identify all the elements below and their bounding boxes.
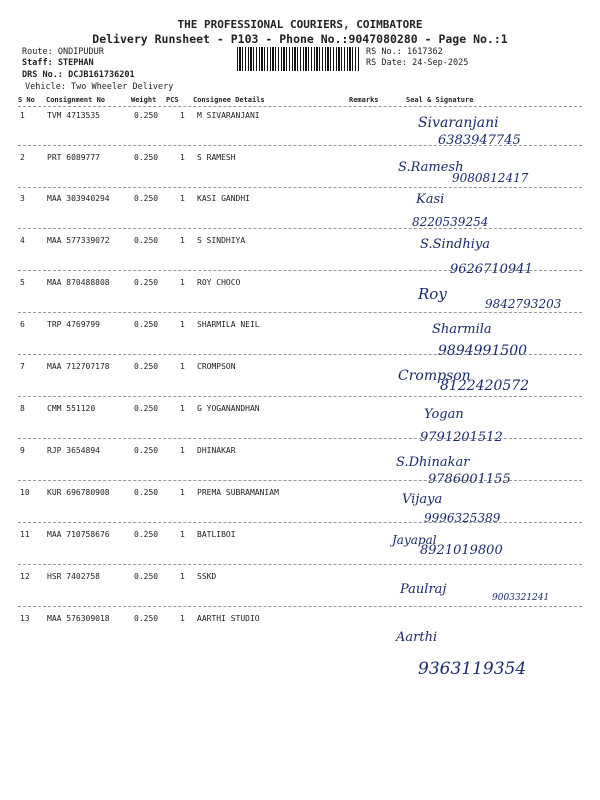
sno-cell: 10 — [20, 488, 30, 497]
consignee-cell: AARTHI STUDIO — [197, 614, 260, 623]
col-pcs: PCS — [166, 96, 179, 104]
consignee-cell: S SINDHIYA — [197, 236, 246, 245]
signature-phone: 9894991500 — [438, 343, 528, 359]
signature-name: S.Dhinakar — [396, 455, 470, 470]
weight-cell: 0.250 — [134, 488, 159, 497]
sno-cell: 4 — [20, 236, 25, 245]
col-sno: S No — [18, 96, 35, 104]
signature-phone: 9842793203 — [485, 297, 562, 311]
staff-value: STEPHAN — [57, 58, 94, 68]
col-remarks: Remarks — [349, 96, 379, 104]
signature-name: Sivaranjani — [418, 115, 499, 131]
weight-cell: 0.250 — [134, 111, 159, 120]
sno-cell: 5 — [20, 278, 25, 287]
rs-no-line — [366, 47, 443, 58]
consignment-cell: CMM 551120 — [47, 404, 96, 413]
table-row — [0, 404, 600, 418]
consignee-cell: S RAMESH — [197, 153, 236, 162]
col-seal-signature: Seal & Signature — [406, 96, 474, 104]
signature-name: Jayapal — [392, 533, 437, 547]
rs-date-line — [366, 58, 468, 69]
route-value: ONDIPUDUR — [57, 47, 104, 57]
sno-cell: 7 — [20, 362, 25, 371]
consignee-cell: KASI GANDHI — [197, 194, 250, 203]
rs-date-label: RS Date: — [366, 58, 407, 68]
signature-name: S.Sindhiya — [420, 237, 490, 252]
signature-phone: 9363119354 — [418, 659, 527, 679]
signature-phone: 9003321241 — [492, 593, 550, 603]
signature-name: Crompson — [398, 368, 471, 384]
consignee-cell: CROMPSON — [197, 362, 236, 371]
sno-cell: 6 — [20, 320, 25, 329]
signature-phone: 8220539254 — [412, 215, 489, 229]
consignment-cell: MAA 303940294 — [47, 194, 110, 203]
pcs-cell: 1 — [180, 572, 185, 581]
drs-label: DRS No.: — [22, 70, 63, 80]
header-divider — [18, 106, 582, 107]
signature-phone: 9791201512 — [420, 430, 503, 445]
staff-label: Staff: — [22, 58, 53, 68]
staff-line — [22, 58, 94, 69]
signature-name: Sharmila — [432, 322, 492, 337]
consignee-cell: PREMA SUBRAMANIAM — [197, 488, 279, 497]
consignee-cell: SSKD — [197, 572, 217, 581]
sno-cell: 8 — [20, 404, 25, 413]
row-divider — [18, 606, 582, 607]
col-consignee: Consignee Details — [193, 96, 265, 104]
consignment-cell: MAA 710758676 — [47, 530, 110, 539]
signature-phone: 9080812417 — [452, 171, 529, 185]
consignment-cell: PRT 6089777 — [47, 153, 100, 162]
pcs-cell: 1 — [180, 488, 185, 497]
consignee-cell: BATLIBOI — [197, 530, 236, 539]
table-row — [0, 362, 600, 376]
drs-line — [22, 70, 135, 81]
weight-cell: 0.250 — [134, 404, 159, 413]
weight-cell: 0.250 — [134, 194, 159, 203]
weight-cell: 0.250 — [134, 446, 159, 455]
consignee-cell: SHARMILA NEIL — [197, 320, 260, 329]
sno-cell: 9 — [20, 446, 25, 455]
pcs-cell: 1 — [180, 194, 185, 203]
weight-cell: 0.250 — [134, 278, 159, 287]
route-label: Route: — [22, 47, 53, 57]
weight-cell: 0.250 — [134, 572, 159, 581]
consignment-cell: MAA 712707178 — [47, 362, 110, 371]
route-line — [22, 47, 104, 58]
drs-value: DCJB161736201 — [68, 70, 135, 80]
weight-cell: 0.250 — [134, 530, 159, 539]
signature-phone: 8122420572 — [440, 378, 530, 394]
signature-phone: 6383947745 — [438, 133, 521, 148]
rs-no-value: 1617362 — [406, 47, 443, 57]
consignment-cell: TVM 4713535 — [47, 111, 100, 120]
signature-name: S.Ramesh — [398, 160, 464, 175]
pcs-cell: 1 — [180, 362, 185, 371]
table-row — [0, 194, 600, 208]
company-title: THE PROFESSIONAL COURIERS, COIMBATORE — [177, 18, 423, 31]
runsheet-subtitle: Delivery Runsheet - P103 - Phone No.:9047080280 - Page No.:1 — [92, 32, 508, 46]
table-row — [0, 278, 600, 292]
signature-name: Kasi — [416, 192, 445, 207]
pcs-cell: 1 — [180, 236, 185, 245]
table-row — [0, 572, 600, 586]
signature-name: Vijaya — [402, 492, 443, 507]
vehicle-line: Vehicle: Two Wheeler Delivery — [25, 82, 174, 92]
pcs-cell: 1 — [180, 530, 185, 539]
weight-cell: 0.250 — [134, 153, 159, 162]
sno-cell: 1 — [20, 111, 25, 120]
consignment-cell: MAA 577339072 — [47, 236, 110, 245]
table-row — [0, 153, 600, 167]
consignee-cell: M SIVARANJANI — [197, 111, 260, 120]
weight-cell: 0.250 — [134, 614, 159, 623]
sno-cell: 11 — [20, 530, 30, 539]
consignee-cell: ROY CHOCO — [197, 278, 241, 287]
pcs-cell: 1 — [180, 614, 185, 623]
signature-name: Yogan — [424, 407, 464, 422]
sno-cell: 12 — [20, 572, 30, 581]
consignment-cell: RJP 3654894 — [47, 446, 100, 455]
pcs-cell: 1 — [180, 404, 185, 413]
pcs-cell: 1 — [180, 111, 185, 120]
col-weight: Weight — [131, 96, 157, 104]
row-divider — [18, 396, 582, 397]
rs-date-value: 24-Sep-2025 — [412, 58, 469, 68]
signature-name: Roy — [418, 285, 447, 303]
signature-phone: 9996325389 — [424, 511, 501, 525]
consignment-cell: MAA 576309018 — [47, 614, 110, 623]
weight-cell: 0.250 — [134, 236, 159, 245]
consignment-cell: MAA 870488808 — [47, 278, 110, 287]
rs-no-label: RS No.: — [366, 47, 402, 57]
table-row — [0, 111, 600, 125]
pcs-cell: 1 — [180, 278, 185, 287]
barcode-image — [237, 47, 360, 71]
signature-phone: 9786001155 — [428, 472, 511, 487]
consignee-cell: G YOGANANDHAN — [197, 404, 260, 413]
table-row — [0, 614, 600, 628]
consignment-cell: HSR 7402758 — [47, 572, 100, 581]
signature-name: Aarthi — [396, 630, 438, 645]
signature-phone: 9626710941 — [450, 262, 533, 277]
table-row — [0, 488, 600, 502]
weight-cell: 0.250 — [134, 362, 159, 371]
signature-phone: 8921019800 — [420, 543, 503, 558]
row-divider — [18, 564, 582, 565]
row-divider — [18, 228, 582, 229]
consignment-cell: KUR 696780908 — [47, 488, 110, 497]
col-consignment: Consignment No — [46, 96, 106, 104]
sno-cell: 13 — [20, 614, 30, 623]
consignment-cell: TRP 4769799 — [47, 320, 100, 329]
row-divider — [18, 312, 582, 313]
consignee-cell: DHINAKAR — [197, 446, 236, 455]
table-row — [0, 530, 600, 544]
table-row — [0, 446, 600, 460]
sno-cell: 3 — [20, 194, 25, 203]
table-row — [0, 320, 600, 334]
signature-name: Paulraj — [400, 582, 447, 597]
row-divider — [18, 187, 582, 188]
sno-cell: 2 — [20, 153, 25, 162]
weight-cell: 0.250 — [134, 320, 159, 329]
pcs-cell: 1 — [180, 320, 185, 329]
pcs-cell: 1 — [180, 446, 185, 455]
table-row — [0, 236, 600, 250]
pcs-cell: 1 — [180, 153, 185, 162]
